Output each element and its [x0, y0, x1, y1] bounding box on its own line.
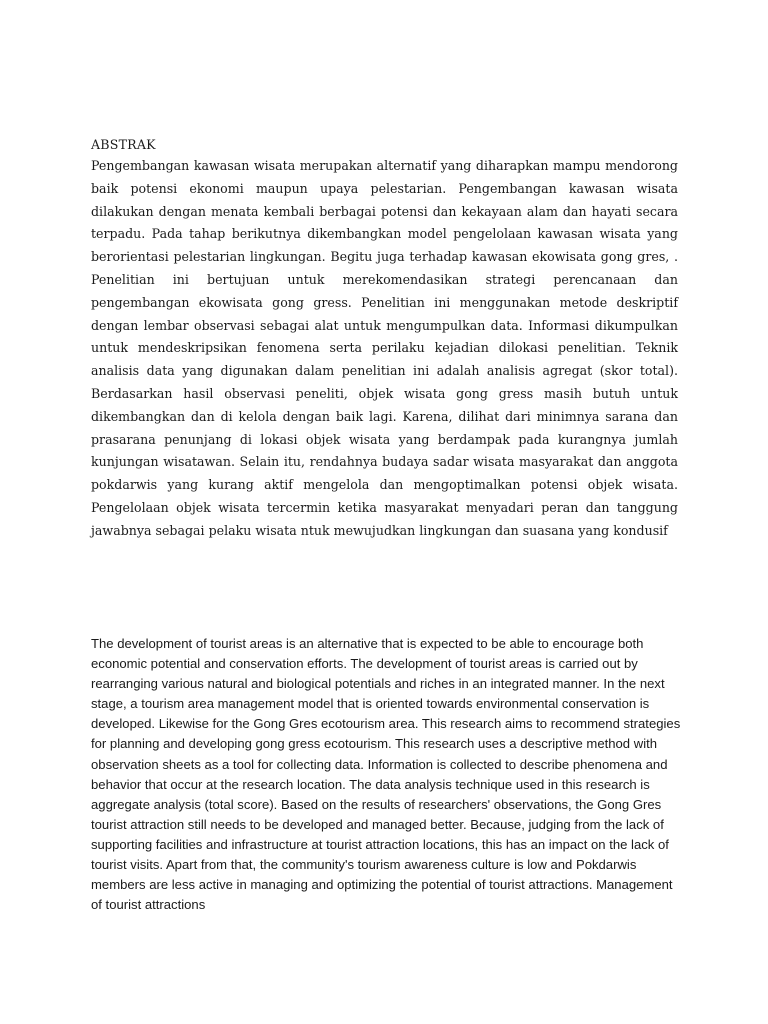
abstrak-heading: ABSTRAK: [91, 137, 156, 152]
english-abstract-paragraph: The development of tourist areas is an alternative that is expected to be able to encourage both economic potential and conservation efforts. The development of tourist areas is carried out by rearranging various natural and biological potentials and riches in an integrated manner. In the next stage, a tourism area management model that is oriented towards environmental conservation is developed. Likewise for the Gong Gres ecotourism area. This research aims to recommend strategies for planning and developing gong gress ecotourism. This research uses a descriptive method with observation sheets as a tool for collecting data. Information is collected to describe phenomena and behavior that occur at the research location. The data analysis technique used in this research is aggregate analysis (total score). Based on the results of researchers' observations, the Gong Gres tourist attraction still needs to be developed and managed better. Because, judging from the lack of supporting facilities and infrastructure at tourist attraction locations, this has an impact on the lack of tourist visits. Apart from that, the community's tourism awareness culture is low and Pokdarwis members are less active in managing and optimizing the potential of tourist attractions. Management of tourist attractions: [91, 636, 681, 913]
abstrak-paragraph: Pengembangan kawasan wisata merupakan alternatif yang diharapkan mampu mendorong baik potensi ekonomi maupun upaya pelestarian. Pengembangan kawasan wisata dilakukan dengan menata kembali berbagai potensi dan kekayaan alam dan hayati secara terpadu. Pada tahap berikutnya dikembangkan model pengelolaan kawasan wisata yang berorientasi pelestarian lingkungan. Begitu juga terhadap kawasan ekowisata gong gres, . Penelitian ini bertujuan untuk merekomendasikan strategi perencanaan dan pengembangan ekowisata gong gress. Penelitian ini menggunakan metode deskriptif dengan lembar observasi sebagai alat untuk mengumpulkan data. Informasi dikumpulkan untuk mendeskripsikan fenomena serta perilaku kejadian dilokasi penelitian. Teknik analisis data yang digunakan dalam penelitian ini adalah analisis agregat (skor total). Berdasarkan hasil observasi peneliti, objek wisata gong gress masih butuh untuk dikembangkan dan di kelola dengan baik lagi. Karena, dilihat dari minimnya sarana dan prasarana penunjang di lokasi objek wisata yang berdampak pada kurangnya jumlah kunjungan wisatawan. Selain itu, rendahnya budaya sadar wisata masyarakat dan anggota pokdarwis yang kurang aktif mengelola dan mengoptimalkan potensi objek wisata. Pengelolaan objek wisata tercermin ketika masyarakat menyadari peran dan tanggung jawabnya sebagai pelaku wisata ntuk mewujudkan lingkungan dan suasana yang kondusif: [91, 158, 678, 538]
abstrak-section: [91, 135, 678, 543]
